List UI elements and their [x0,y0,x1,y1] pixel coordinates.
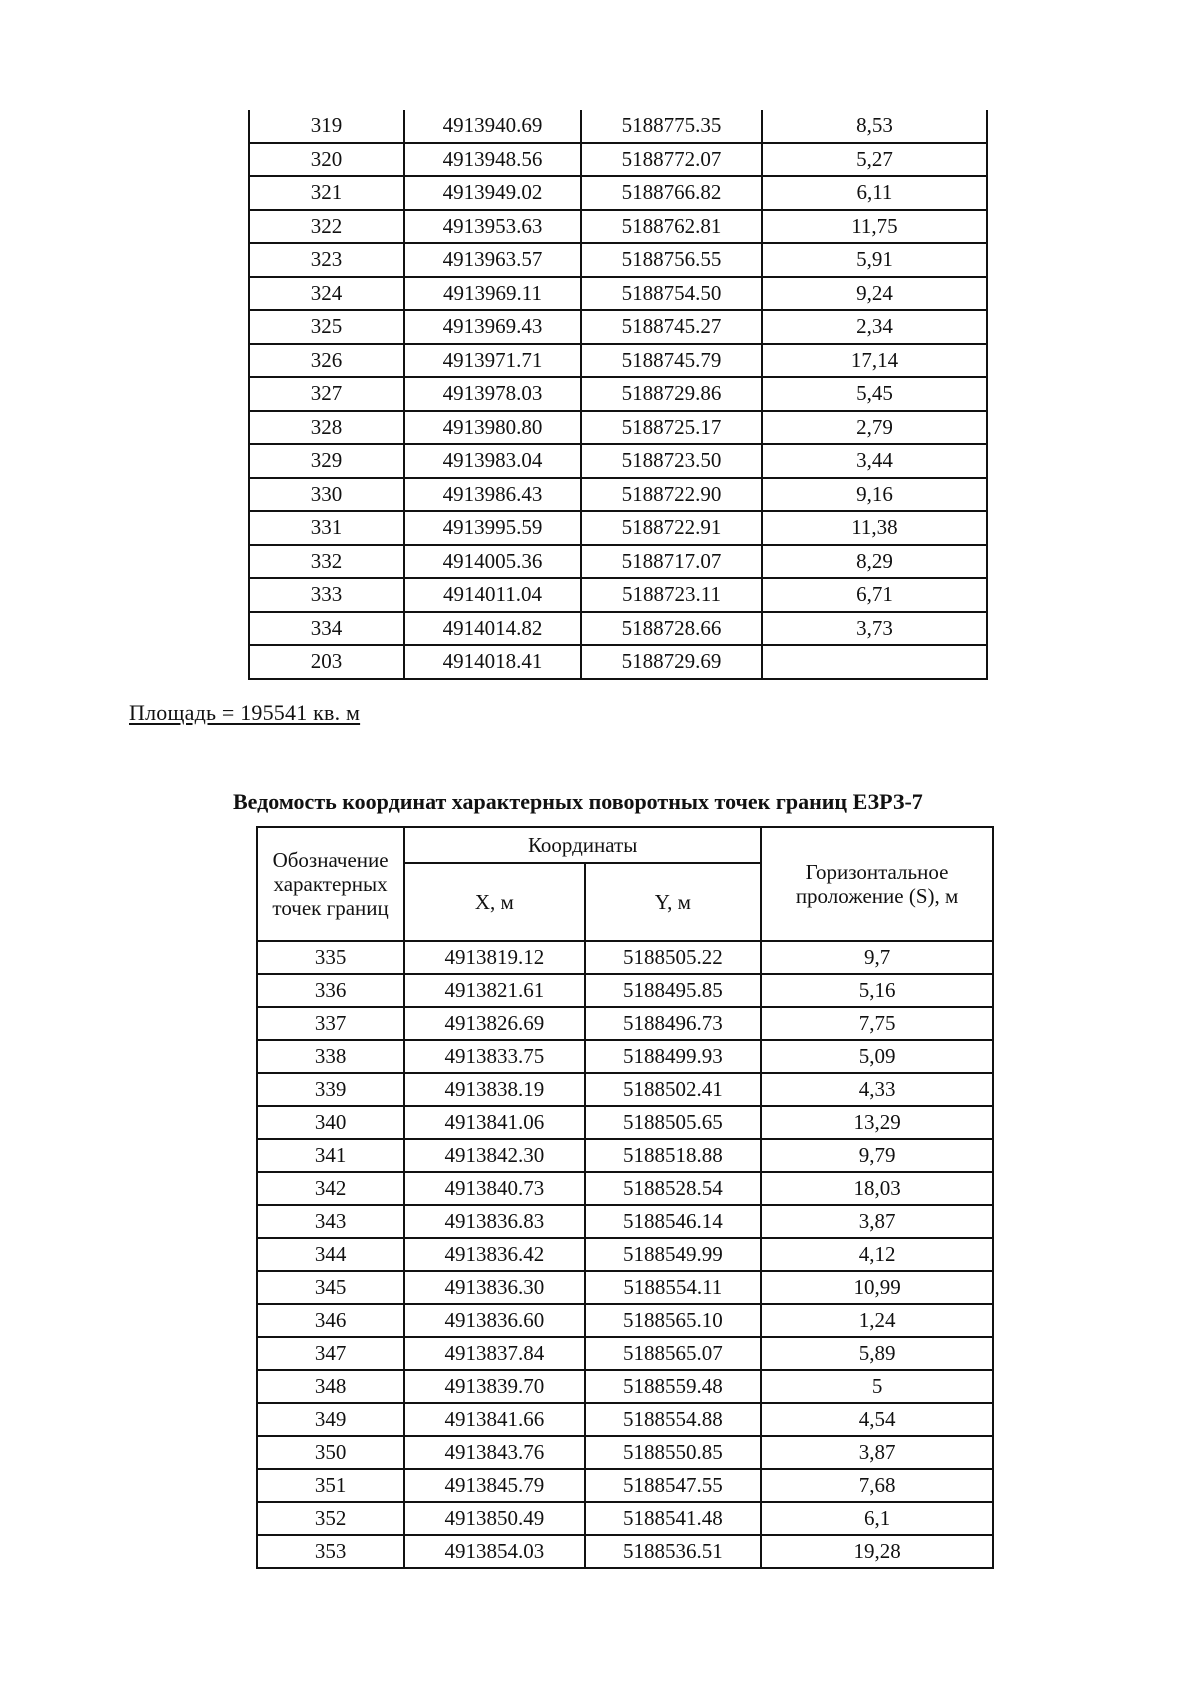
table-row [257,1535,993,1568]
cell-s: 5,09 [761,1040,993,1073]
table-row [249,143,987,177]
cell-y: 5188550.85 [585,1436,762,1469]
cell-x: 4913837.84 [404,1337,584,1370]
cell-s: 3,87 [761,1205,993,1238]
cell-point: 322 [249,210,404,244]
cell-point: 334 [249,612,404,646]
cell-y: 5188729.69 [581,645,762,679]
table-title: Ведомость координат характерных поворотных точек границ ЕЗРЗ-7 [233,789,923,814]
table2-body [257,941,993,1568]
cell-x: 4913980.80 [404,411,581,445]
cell-y: 5188565.07 [585,1337,762,1370]
table-row [257,1106,993,1139]
table-row [249,612,987,646]
cell-point: 330 [249,478,404,512]
cell-y: 5188546.14 [585,1205,762,1238]
cell-x: 4913969.43 [404,310,581,344]
cell-point: 351 [257,1469,404,1502]
cell-s: 5,45 [762,377,987,411]
cell-x: 4913821.61 [404,974,584,1007]
cell-s: 9,16 [762,478,987,512]
cell-y: 5188754.50 [581,277,762,311]
cell-point: 329 [249,444,404,478]
cell-x: 4913940.69 [404,110,581,143]
cell-y: 5188766.82 [581,176,762,210]
cell-s: 7,68 [761,1469,993,1502]
cell-y: 5188722.90 [581,478,762,512]
cell-point: 342 [257,1172,404,1205]
cell-point: 324 [249,277,404,311]
cell-s: 2,34 [762,310,987,344]
header-coordinates: Координаты [404,827,761,863]
table-row [257,1436,993,1469]
header-x: X, м [404,863,584,941]
cell-y: 5188762.81 [581,210,762,244]
cell-point: 319 [249,110,404,143]
table-row [249,411,987,445]
cell-y: 5188729.86 [581,377,762,411]
cell-y: 5188725.17 [581,411,762,445]
cell-s: 5,89 [761,1337,993,1370]
cell-x: 4913978.03 [404,377,581,411]
cell-y: 5188502.41 [585,1073,762,1106]
cell-y: 5188554.88 [585,1403,762,1436]
cell-y: 5188775.35 [581,110,762,143]
cell-s: 10,99 [761,1271,993,1304]
cell-point: 343 [257,1205,404,1238]
cell-s: 8,53 [762,110,987,143]
cell-x: 4913836.60 [404,1304,584,1337]
table-row [257,1469,993,1502]
cell-y: 5188495.85 [585,974,762,1007]
table-row [257,1040,993,1073]
cell-y: 5188499.93 [585,1040,762,1073]
table-row [257,1337,993,1370]
cell-point: 325 [249,310,404,344]
cell-point: 335 [257,941,404,974]
cell-x: 4914011.04 [404,578,581,612]
cell-x: 4913841.06 [404,1106,584,1139]
table-row [249,478,987,512]
cell-x: 4913836.83 [404,1205,584,1238]
header-point-designation: Обозначение характерных точек границ [257,827,404,941]
cell-point: 326 [249,344,404,378]
cell-y: 5188723.11 [581,578,762,612]
cell-x: 4913841.66 [404,1403,584,1436]
cell-x: 4913983.04 [404,444,581,478]
cell-s: 1,24 [761,1304,993,1337]
cell-s: 3,44 [762,444,987,478]
cell-y: 5188745.27 [581,310,762,344]
cell-x: 4913854.03 [404,1535,584,1568]
table-row [249,277,987,311]
cell-point: 341 [257,1139,404,1172]
cell-s: 11,38 [762,511,987,545]
cell-s: 11,75 [762,210,987,244]
cell-x: 4913840.73 [404,1172,584,1205]
cell-x: 4914005.36 [404,545,581,579]
cell-x: 4913836.30 [404,1271,584,1304]
area-summary: Площадь = 195541 кв. м [129,700,361,725]
cell-y: 5188505.65 [585,1106,762,1139]
cell-point: 327 [249,377,404,411]
cell-y: 5188723.50 [581,444,762,478]
cell-point: 323 [249,243,404,277]
table-row [257,1007,993,1040]
cell-x: 4913843.76 [404,1436,584,1469]
cell-point: 348 [257,1370,404,1403]
cell-point: 340 [257,1106,404,1139]
cell-point: 353 [257,1535,404,1568]
cell-x: 4913842.30 [404,1139,584,1172]
table-row [249,344,987,378]
cell-point: 332 [249,545,404,579]
cell-s: 9,7 [761,941,993,974]
cell-point: 203 [249,645,404,679]
cell-s: 2,79 [762,411,987,445]
cell-x: 4913969.11 [404,277,581,311]
table-row [257,1073,993,1106]
table-row [257,1370,993,1403]
table-row [257,1172,993,1205]
cell-y: 5188772.07 [581,143,762,177]
table-row [257,974,993,1007]
table-row [249,645,987,679]
cell-s: 5 [761,1370,993,1403]
table-row [257,1403,993,1436]
table1-body [249,110,987,679]
cell-x: 4913826.69 [404,1007,584,1040]
cell-s: 3,87 [761,1436,993,1469]
table-row [249,110,987,143]
cell-x: 4913953.63 [404,210,581,244]
cell-s: 4,54 [761,1403,993,1436]
cell-point: 347 [257,1337,404,1370]
cell-point: 337 [257,1007,404,1040]
header-horizontal-distance: Горизонтальное проложение (S), м [761,827,993,941]
cell-point: 336 [257,974,404,1007]
cell-y: 5188717.07 [581,545,762,579]
cell-y: 5188565.10 [585,1304,762,1337]
cell-s: 4,12 [761,1238,993,1271]
cell-point: 346 [257,1304,404,1337]
cell-s: 9,79 [761,1139,993,1172]
table-row [249,210,987,244]
cell-y: 5188728.66 [581,612,762,646]
cell-s: 5,27 [762,143,987,177]
table-row [249,243,987,277]
cell-point: 321 [249,176,404,210]
table-row [257,1139,993,1172]
cell-y: 5188756.55 [581,243,762,277]
coordinates-table-continued [248,110,988,680]
table-row [257,941,993,974]
cell-s: 18,03 [761,1172,993,1205]
cell-x: 4913836.42 [404,1238,584,1271]
cell-s: 3,73 [762,612,987,646]
cell-s: 5,16 [761,974,993,1007]
cell-y: 5188559.48 [585,1370,762,1403]
cell-point: 338 [257,1040,404,1073]
cell-y: 5188547.55 [585,1469,762,1502]
cell-x: 4914018.41 [404,645,581,679]
cell-y: 5188541.48 [585,1502,762,1535]
cell-s: 17,14 [762,344,987,378]
cell-s: 5,91 [762,243,987,277]
cell-y: 5188528.54 [585,1172,762,1205]
table-row [257,1238,993,1271]
cell-point: 350 [257,1436,404,1469]
cell-point: 320 [249,143,404,177]
cell-y: 5188518.88 [585,1139,762,1172]
cell-x: 4913850.49 [404,1502,584,1535]
cell-s: 8,29 [762,545,987,579]
cell-x: 4913948.56 [404,143,581,177]
table-row [257,1271,993,1304]
table-row [257,1502,993,1535]
cell-y: 5188549.99 [585,1238,762,1271]
cell-x: 4913838.19 [404,1073,584,1106]
cell-s: 7,75 [761,1007,993,1040]
cell-point: 328 [249,411,404,445]
table2-header [257,827,993,941]
table-row [249,310,987,344]
table-row [249,444,987,478]
header-y: Y, м [585,863,762,941]
cell-s: 9,24 [762,277,987,311]
cell-s: 13,29 [761,1106,993,1139]
cell-x: 4913986.43 [404,478,581,512]
coordinates-table-ezrz7 [256,826,994,1569]
table-row [249,578,987,612]
table-row [249,511,987,545]
cell-s [762,645,987,679]
cell-x: 4913845.79 [404,1469,584,1502]
cell-s: 4,33 [761,1073,993,1106]
cell-x: 4913995.59 [404,511,581,545]
cell-y: 5188536.51 [585,1535,762,1568]
cell-x: 4913833.75 [404,1040,584,1073]
cell-x: 4913971.71 [404,344,581,378]
cell-s: 19,28 [761,1535,993,1568]
table-row [249,377,987,411]
cell-point: 344 [257,1238,404,1271]
cell-y: 5188745.79 [581,344,762,378]
cell-y: 5188722.91 [581,511,762,545]
cell-y: 5188554.11 [585,1271,762,1304]
cell-x: 4914014.82 [404,612,581,646]
cell-point: 331 [249,511,404,545]
cell-point: 345 [257,1271,404,1304]
cell-x: 4913819.12 [404,941,584,974]
cell-y: 5188505.22 [585,941,762,974]
cell-s: 6,1 [761,1502,993,1535]
cell-y: 5188496.73 [585,1007,762,1040]
cell-s: 6,11 [762,176,987,210]
cell-x: 4913963.57 [404,243,581,277]
cell-s: 6,71 [762,578,987,612]
cell-x: 4913949.02 [404,176,581,210]
table-row [249,176,987,210]
table-row [257,1205,993,1238]
cell-point: 339 [257,1073,404,1106]
cell-point: 352 [257,1502,404,1535]
cell-x: 4913839.70 [404,1370,584,1403]
table-row [257,1304,993,1337]
table-row [249,545,987,579]
cell-point: 333 [249,578,404,612]
cell-point: 349 [257,1403,404,1436]
